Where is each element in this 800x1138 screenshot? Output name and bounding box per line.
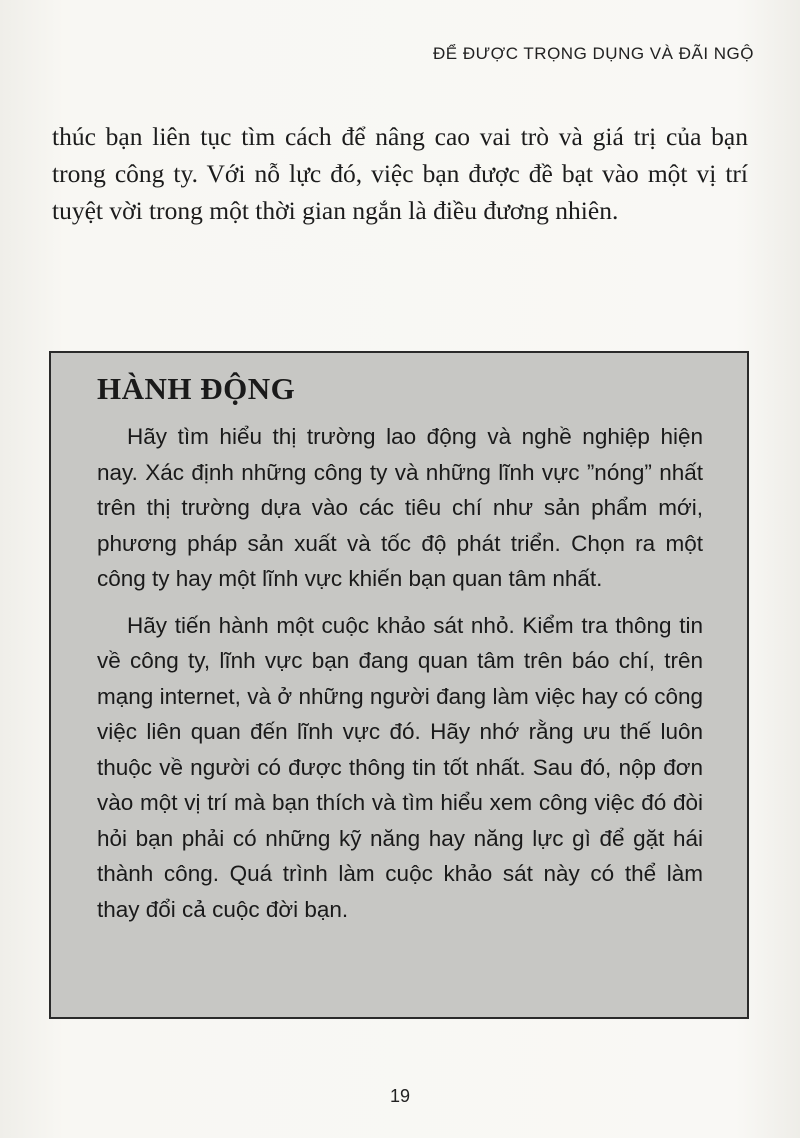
action-paragraph-2: Hãy tiến hành một cuộc khảo sát nhỏ. Kiểm tra thông tin về công ty, lĩnh vực bạn đang quan tâm trên báo chí, trên mạng internet, và ở những người đang làm việc hay có công việc liên quan đến lĩnh vực đó. Hãy nhớ rằng ưu thế luôn thuộc về người có được thông tin tốt nhất. Sau đó, nộp đơn vào một vị trí mà bạn thích và tìm hiểu xem công việc đó đòi hỏi bạn phải có những kỹ năng hay năng lực gì để gặt hái thành công. Quá trình làm cuộc khảo sát này có thể làm thay đổi cả cuộc đời bạn.: [97, 612, 703, 922]
intro-paragraph: thúc bạn liên tục tìm cách để nâng cao vai trò và giá trị của bạn trong công ty. Với nỗ lực đó, việc bạn được đề bạt vào một vị trí tuyệt vời trong một thời gian ngắn là điều đương nhiên.: [52, 122, 748, 225]
action-paragraph-1: Hãy tìm hiểu thị trường lao động và nghề nghiệp hiện nay. Xác định những công ty và những lĩnh vực ”nóng” nhất trên thị trường dựa vào các tiêu chí như sản phẩm mới, phương pháp sản xuất và tốc độ phát triển. Chọn ra một công ty hay một lĩnh vực khiến bạn quan tâm nhất.: [97, 424, 703, 591]
action-box-title: HÀNH ĐỘNG: [97, 371, 296, 406]
running-header: ĐỂ ĐƯỢC TRỌNG DỤNG VÀ ĐÃI NGỘ: [433, 44, 754, 63]
action-box: [49, 351, 749, 1019]
page-number: 19: [389, 1086, 411, 1106]
